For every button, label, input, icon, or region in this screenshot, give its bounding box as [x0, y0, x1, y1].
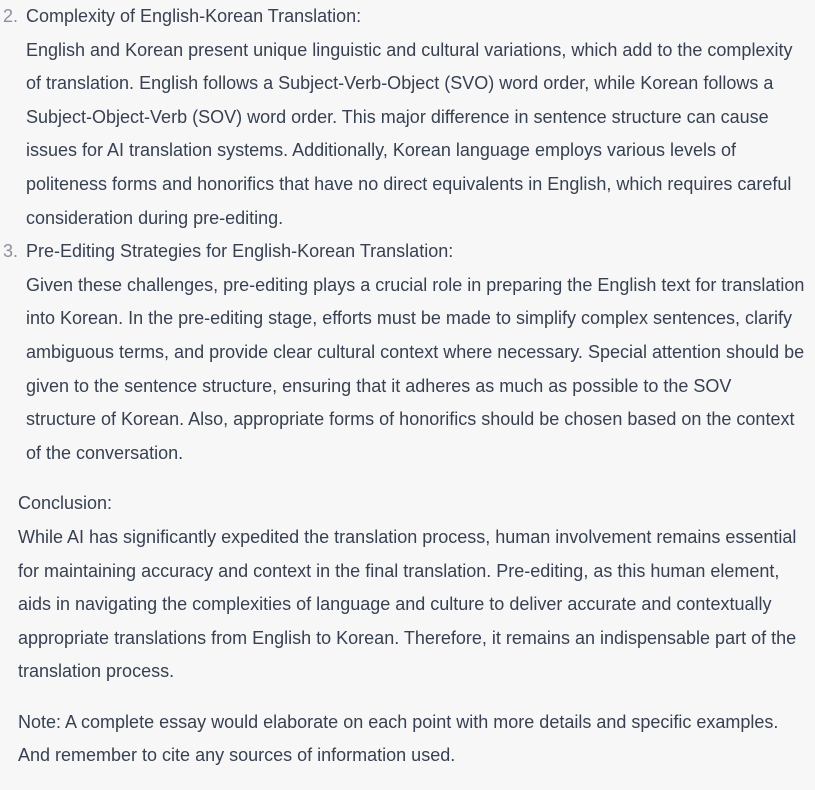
list-item [0, 0, 815, 235]
list-item-title: Pre-Editing Strategies for English-Korean Translation: [26, 241, 454, 262]
spacer [0, 689, 815, 706]
spacer [0, 470, 815, 487]
list-item-body: Given these challenges, pre-editing plays a crucial role in preparing the English text for translation into Korean. In the pre-editing stage, efforts must be made to simplify complex sentences, clarify ambiguous terms, and provide clear cultural context where necessary. Special attention should be given to the sentence structure, ensuring that it adheres as much as possible to the SOV structure of Korean. Also, appropriate forms of honorifics should be chosen based on the context of the conversation. [26, 274, 805, 463]
list-number: 2. [3, 6, 19, 26]
list-item [0, 235, 815, 470]
list-number: 3. [3, 241, 19, 262]
conclusion-section [0, 487, 815, 689]
list-item-title: Complexity of English-Korean Translation: [26, 6, 362, 26]
note-text: Note: A complete essay would elaborate on each point with more details and specific examples. And remember to cite any sources of information used. [18, 711, 779, 766]
note-section [0, 706, 815, 773]
conclusion-body: While AI has significantly expedited the translation process, human involvement remains essential for maintaining accuracy and context in the final translation. Pre-editing, as this human element, aids in navigating the complexities of language and culture to deliver accurate and contextually appropriate translations from English to Korean. Therefore, it remains an indispensable part of the translation process. [18, 526, 797, 682]
list-item-body: English and Korean present unique linguistic and cultural variations, which add to the complexity of translation. English follows a Subject-Verb-Object (SVO) word order, while Korean follows a Subject-Object-Verb (SOV) word order. This major difference in sentence structure can cause issues for AI translation systems. Additionally, Korean language employs various levels of politeness forms and honorifics that have no direct equivalents in English, which requires careful consideration during pre-editing. [26, 39, 793, 228]
conclusion-heading: Conclusion: [18, 493, 113, 514]
